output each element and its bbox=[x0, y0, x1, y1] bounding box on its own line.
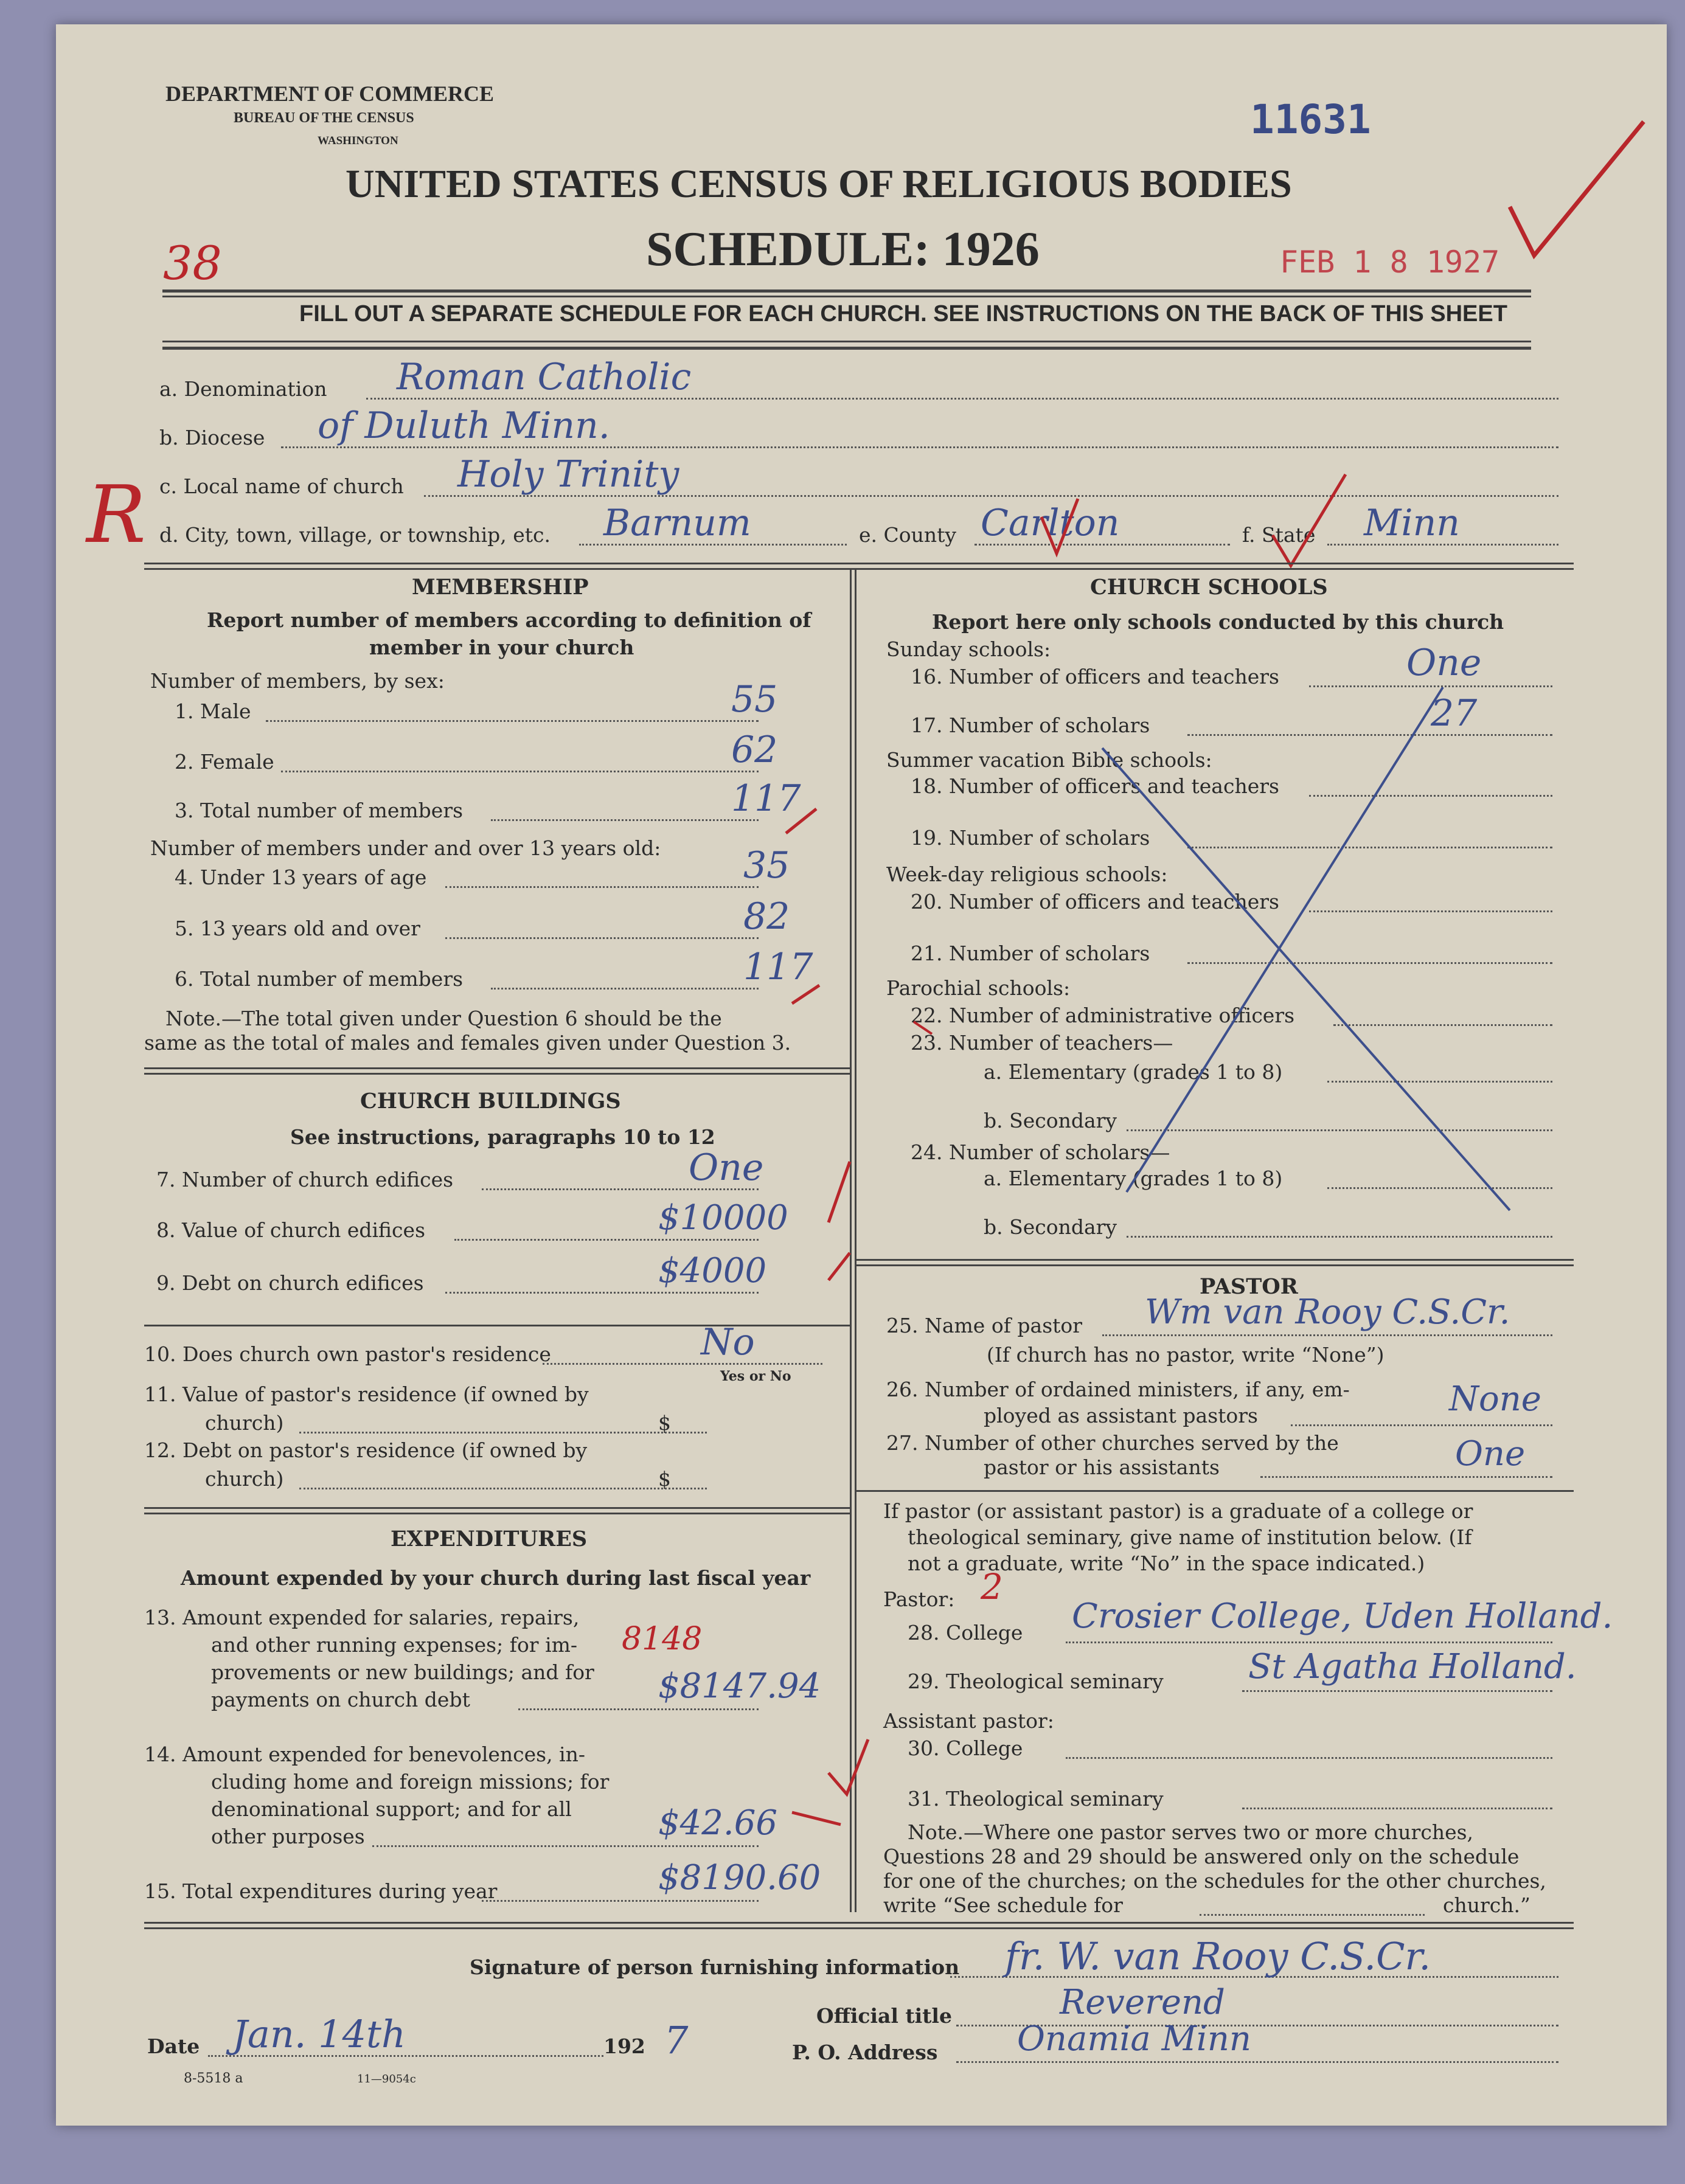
sunday-schools-label: Sunday schools: bbox=[886, 637, 1051, 661]
q28-value[interactable]: Crosier College, Uden Holland. bbox=[1072, 1596, 1613, 1636]
q2-label: 2. Female bbox=[175, 750, 274, 774]
assistant-pastor-subhead: Assistant pastor: bbox=[883, 1709, 1054, 1733]
q30-label: 30. College bbox=[908, 1736, 1023, 1760]
q27-value[interactable]: One bbox=[1455, 1434, 1526, 1474]
q24-label: 24. Number of scholars— bbox=[911, 1140, 1170, 1164]
buildings-subtitle: See instructions, paragraphs 10 to 12 bbox=[290, 1125, 715, 1149]
census-schedule-sheet bbox=[56, 24, 1667, 2126]
church-name-label: c. Local name of church bbox=[159, 474, 404, 498]
q29-label: 29. Theological seminary bbox=[908, 1669, 1164, 1693]
official-title-label: Official title bbox=[816, 2004, 952, 2028]
q26-label-2: ployed as assistant pastors bbox=[984, 1404, 1258, 1427]
parochial-schools-label: Parochial schools: bbox=[886, 976, 1071, 1000]
schedule-year: SCHEDULE: 1926 bbox=[646, 223, 1040, 276]
q24a-label: a. Elementary (grades 1 to 8) bbox=[984, 1167, 1283, 1190]
diocese-value[interactable]: of Duluth Minn. bbox=[318, 404, 610, 447]
q4-value[interactable]: 35 bbox=[743, 844, 790, 887]
separate-schedule-instruction: FILL OUT A SEPARATE SCHEDULE FOR EACH CHURCH. SEE INSTRUCTIONS ON THE BACK OF THIS SHEET bbox=[299, 301, 1507, 327]
membership-intro-2: member in your church bbox=[369, 636, 634, 659]
signature-label: Signature of person furnishing information bbox=[470, 1955, 960, 1979]
q16-label: 16. Number of officers and teachers bbox=[911, 665, 1279, 688]
date-value[interactable]: Jan. 14th bbox=[232, 2012, 406, 2056]
crossed-out-schools-icon bbox=[895, 675, 1540, 1222]
q1-label: 1. Male bbox=[175, 699, 251, 723]
q5-label: 5. 13 years old and over bbox=[175, 917, 420, 940]
county-label: e. County bbox=[859, 523, 957, 547]
by-age-label: Number of members under and over 13 years old: bbox=[150, 836, 661, 860]
state-value[interactable]: Minn bbox=[1364, 502, 1460, 544]
pastor-mark: 2 bbox=[981, 1566, 1003, 1607]
pastor-note-5: church.” bbox=[1443, 1893, 1530, 1917]
q25-label: 25. Name of pastor bbox=[886, 1314, 1083, 1337]
pastor-note-2: Questions 28 and 29 should be answered only on the schedule bbox=[883, 1845, 1520, 1868]
county-value[interactable]: Carlton bbox=[981, 502, 1120, 544]
q3-value[interactable]: 117 bbox=[731, 777, 801, 820]
q15-label: 15. Total expenditures during year bbox=[144, 1879, 498, 1903]
q9-label: 9. Debt on church edifices bbox=[156, 1271, 424, 1295]
q14-value[interactable]: $42.66 bbox=[658, 1803, 777, 1843]
q6-value[interactable]: 117 bbox=[743, 946, 813, 988]
q14-label-1: 14. Amount expended for benevolences, in- bbox=[144, 1742, 586, 1766]
form-title: UNITED STATES CENSUS OF RELIGIOUS BODIES bbox=[346, 162, 1292, 206]
pastor-note-1: Note.—Where one pastor serves two or more churches, bbox=[908, 1820, 1474, 1844]
q8-value[interactable]: $10000 bbox=[658, 1198, 788, 1238]
church-name-value[interactable]: Holy Trinity bbox=[457, 453, 679, 496]
q31-label: 31. Theological seminary bbox=[908, 1787, 1164, 1811]
serial-number: 11631 bbox=[1250, 96, 1371, 143]
q27-label-1: 27. Number of other churches served by the bbox=[886, 1431, 1339, 1455]
q13-value[interactable]: $8147.94 bbox=[658, 1666, 821, 1706]
q13-label-1: 13. Amount expended for salaries, repairs, bbox=[144, 1606, 580, 1629]
q3-label: 3. Total number of members bbox=[175, 799, 464, 822]
official-title-value[interactable]: Reverend bbox=[1060, 1983, 1225, 2022]
pastor-note-4: write “See schedule for bbox=[883, 1893, 1123, 1917]
print-number: 11—9054c bbox=[357, 2073, 416, 2085]
by-sex-label: Number of members, by sex: bbox=[150, 669, 445, 693]
q11-dollar: $ bbox=[658, 1411, 671, 1435]
q24b-label: b. Secondary bbox=[984, 1215, 1117, 1239]
q23b-label: b. Secondary bbox=[984, 1109, 1117, 1132]
q19-label: 19. Number of scholars bbox=[911, 826, 1150, 850]
q13-correction: 8148 bbox=[622, 1621, 703, 1657]
graduate-note-1: If pastor (or assistant pastor) is a graduate of a college or bbox=[883, 1499, 1473, 1523]
year-value[interactable]: 7 bbox=[664, 2018, 689, 2062]
yes-no-hint: Yes or No bbox=[720, 1368, 791, 1384]
q16-value[interactable]: One bbox=[1406, 642, 1482, 684]
signature-value[interactable]: fr. W. van Rooy C.S.Cr. bbox=[1005, 1934, 1431, 1978]
margin-number: 38 bbox=[163, 236, 222, 290]
membership-intro-1: Report number of members according to definition of bbox=[207, 608, 811, 632]
q20-label: 20. Number of officers and teachers bbox=[911, 890, 1279, 913]
q17-value[interactable]: 27 bbox=[1431, 692, 1478, 735]
pastor-note-3: for one of the churches; on the schedules for the other churches, bbox=[883, 1869, 1546, 1893]
q25-note: (If church has no pastor, write “None”) bbox=[987, 1343, 1384, 1367]
expenditures-title: EXPENDITURES bbox=[391, 1527, 588, 1551]
q14-label-2: cluding home and foreign missions; for bbox=[211, 1770, 610, 1794]
q7-value[interactable]: One bbox=[689, 1146, 764, 1189]
denomination-value[interactable]: Roman Catholic bbox=[397, 356, 692, 398]
graduate-note-3: not a graduate, write “No” in the space indicated.) bbox=[908, 1551, 1425, 1575]
buildings-title: CHURCH BUILDINGS bbox=[360, 1089, 621, 1114]
membership-note-1: Note.—The total given under Question 6 should be the bbox=[165, 1007, 722, 1030]
schools-title: CHURCH SCHOOLS bbox=[1090, 575, 1328, 600]
q28-label: 28. College bbox=[908, 1621, 1023, 1645]
red-checkmarks-icon bbox=[1029, 462, 1443, 572]
q23a-label: a. Elementary (grades 1 to 8) bbox=[984, 1060, 1283, 1084]
q18-label: 18. Number of officers and teachers bbox=[911, 774, 1279, 798]
q26-value[interactable]: None bbox=[1449, 1379, 1541, 1419]
q10-label: 10. Does church own pastor's residence bbox=[144, 1342, 551, 1366]
year-prefix: 192 bbox=[603, 2034, 645, 2058]
red-checkmark-icon bbox=[1504, 116, 1650, 274]
q12-label-2: church) bbox=[205, 1467, 284, 1491]
membership-note-2: same as the total of males and females given under Question 3. bbox=[144, 1031, 791, 1055]
margin-letter: R bbox=[86, 468, 146, 561]
bureau-city: WASHINGTON bbox=[318, 134, 398, 147]
q1-value[interactable]: 55 bbox=[731, 678, 778, 721]
state-label: f. State bbox=[1242, 523, 1316, 547]
date-label: Date bbox=[147, 2034, 200, 2058]
q13-label-4: payments on church debt bbox=[211, 1688, 470, 1711]
city-label: d. City, town, village, or township, etc. bbox=[159, 523, 551, 547]
department-name: DEPARTMENT OF COMMERCE bbox=[165, 81, 495, 106]
q15-value[interactable]: $8190.60 bbox=[658, 1858, 821, 1898]
summer-schools-label: Summer vacation Bible schools: bbox=[886, 748, 1212, 772]
q13-label-3: provements or new buildings; and for bbox=[211, 1660, 594, 1684]
expenditures-subtitle: Amount expended by your church during last fiscal year bbox=[181, 1566, 811, 1590]
q12-label-1: 12. Debt on pastor's residence (if owned by bbox=[144, 1438, 588, 1462]
q11-label-2: church) bbox=[205, 1411, 284, 1435]
pastor-title: PASTOR bbox=[1200, 1274, 1298, 1299]
q5-value[interactable]: 82 bbox=[743, 895, 790, 938]
q25-value[interactable]: Wm van Rooy C.S.Cr. bbox=[1145, 1292, 1510, 1332]
q13-label-2: and other running expenses; for im- bbox=[211, 1633, 578, 1657]
q21-label: 21. Number of scholars bbox=[911, 941, 1150, 965]
address-label: P. O. Address bbox=[792, 2040, 938, 2064]
q7-label: 7. Number of church edifices bbox=[156, 1168, 454, 1191]
q9-value[interactable]: $4000 bbox=[658, 1251, 767, 1291]
received-date-stamp: FEB 1 8 1927 bbox=[1280, 244, 1500, 280]
membership-title: MEMBERSHIP bbox=[412, 575, 589, 600]
q8-label: 8. Value of church edifices bbox=[156, 1218, 426, 1242]
form-number: 8-5518 a bbox=[184, 2071, 243, 2086]
q23-label: 23. Number of teachers— bbox=[911, 1031, 1173, 1055]
q27-label-2: pastor or his assistants bbox=[984, 1455, 1220, 1479]
bureau-name: BUREAU OF THE CENSUS bbox=[234, 110, 414, 126]
q4-label: 4. Under 13 years of age bbox=[175, 865, 427, 889]
q14-label-3: denominational support; and for all bbox=[211, 1797, 572, 1821]
q17-label: 17. Number of scholars bbox=[911, 713, 1150, 737]
pastor-subhead: Pastor: bbox=[883, 1587, 955, 1611]
q26-label-1: 26. Number of ordained ministers, if any, em- bbox=[886, 1378, 1350, 1401]
schools-intro: Report here only schools conducted by this church bbox=[932, 610, 1504, 634]
q12-dollar: $ bbox=[658, 1467, 671, 1491]
q2-value[interactable]: 62 bbox=[731, 729, 778, 771]
graduate-note-2: theological seminary, give name of institution below. (If bbox=[908, 1525, 1472, 1549]
denomination-label: a. Denomination bbox=[159, 377, 327, 401]
q14-label-4: other purposes bbox=[211, 1825, 365, 1848]
diocese-label: b. Diocese bbox=[159, 426, 265, 449]
weekday-schools-label: Week-day religious schools: bbox=[886, 862, 1168, 886]
q11-label-1: 11. Value of pastor's residence (if owned by bbox=[144, 1382, 589, 1406]
address-value[interactable]: Onamia Minn bbox=[1017, 2019, 1251, 2059]
q22-label: 22. Number of administrative officers bbox=[911, 1004, 1295, 1027]
city-value[interactable]: Barnum bbox=[603, 502, 751, 544]
q6-label: 6. Total number of members bbox=[175, 967, 464, 991]
q10-value[interactable]: No bbox=[701, 1321, 755, 1364]
q29-value[interactable]: St Agatha Holland. bbox=[1248, 1647, 1577, 1687]
